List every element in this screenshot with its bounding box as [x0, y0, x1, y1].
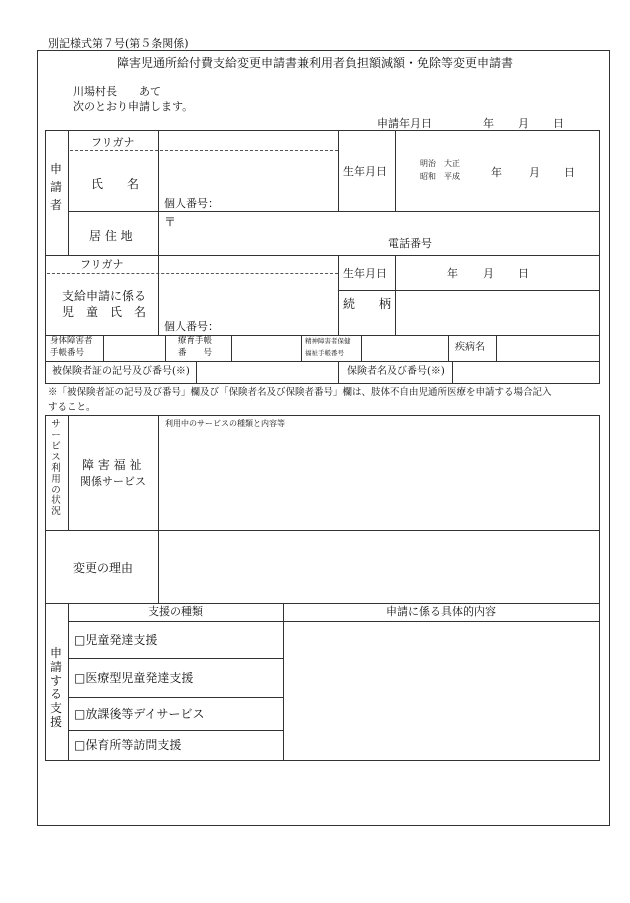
- table-line: [68, 621, 600, 622]
- table-line: [45, 130, 600, 131]
- support-option-after-school-day-service[interactable]: □放課後等デイサービス: [74, 707, 205, 721]
- era-meiji-taisho: 明治 大正: [420, 159, 460, 168]
- applicant-address-label: 居 住 地: [89, 229, 133, 243]
- table-line: [45, 130, 46, 383]
- table-line: [68, 697, 283, 698]
- welfare-service-label-2: 関係サービス: [80, 475, 146, 488]
- furigana-divider: [70, 150, 338, 151]
- label-char: す: [49, 673, 62, 688]
- applicant-name-label: 氏 名: [91, 177, 140, 191]
- application-date-label: 申請年月日: [377, 117, 432, 130]
- table-line: [45, 415, 46, 603]
- era-showa-heisei: 昭和 平成: [420, 172, 460, 181]
- table-line: [231, 335, 232, 361]
- applicant-personal-number-label: 個人番号：: [164, 197, 219, 210]
- table-line: [338, 130, 339, 211]
- table-line: [45, 603, 600, 604]
- note-line-2: すること。: [48, 402, 96, 413]
- table-line: [301, 335, 302, 361]
- table-line: [361, 335, 362, 361]
- label-char: サ: [51, 419, 61, 430]
- table-line: [283, 603, 284, 760]
- table-line: [165, 335, 166, 361]
- addressee: 川場村長 あて: [73, 85, 161, 98]
- phone-label: 電話番号: [388, 237, 432, 250]
- table-line: [68, 130, 69, 255]
- label-char: 利: [51, 462, 61, 474]
- child-birth-day: 日: [518, 267, 529, 280]
- mental-handbook-label-2: 福祉手帳番号: [305, 349, 344, 357]
- label-char: ス: [51, 451, 61, 463]
- support-option-medical-child-development[interactable]: □医療型児童発達支援: [74, 671, 194, 685]
- disease-label: 疾病名: [455, 342, 485, 353]
- support-type-header: 支援の種類: [148, 605, 203, 618]
- applicant-furigana-label: フリガナ: [91, 136, 135, 149]
- label-char: 申: [49, 646, 62, 660]
- furigana-divider: [47, 273, 338, 274]
- support-option-child-development[interactable]: □児童発達支援: [74, 633, 158, 647]
- applicant-section-label: [48, 160, 64, 214]
- child-birth-month: 月: [483, 267, 494, 280]
- form-number: 別記様式第７号(第５条関係): [48, 37, 189, 50]
- postal-mark: 〒: [164, 215, 177, 229]
- table-line: [158, 130, 159, 335]
- applicant-birth-month: 月: [529, 166, 540, 179]
- label-char: ビ: [51, 440, 61, 452]
- table-line: [338, 290, 600, 291]
- table-line: [45, 383, 600, 384]
- application-date-year: 年: [483, 117, 494, 130]
- applicant-birthdate-label: 生年月日: [343, 165, 387, 178]
- insurer-label: 保険者名及び番号(※): [347, 366, 445, 377]
- table-line: [45, 361, 600, 362]
- support-section-label: [48, 647, 64, 730]
- table-line: [338, 255, 339, 335]
- table-line: [395, 255, 396, 335]
- table-line: [45, 760, 600, 761]
- child-personal-number-label: 個人番号：: [164, 320, 219, 333]
- label-char: 者: [49, 198, 62, 212]
- ryoiku-handbook-label-2: 番 号: [178, 348, 213, 358]
- table-line: [103, 335, 104, 361]
- table-line: [496, 335, 497, 361]
- table-line: [448, 335, 449, 361]
- note-line-1: ※「被保険者証の記号及び番号」欄及び「保険者名及び保険者番号」欄は、肢体不自由児通所医療を申請する場合記入: [48, 387, 552, 398]
- change-reason-label: 変更の理由: [73, 561, 134, 575]
- intro-text: 次のとおり申請します。: [73, 100, 194, 113]
- table-line: [68, 211, 600, 212]
- table-line: [599, 130, 600, 383]
- application-date-day: 日: [553, 117, 564, 130]
- table-line: [452, 361, 453, 383]
- child-relation-label: 続 柄: [343, 297, 392, 311]
- label-char: る: [49, 687, 62, 702]
- label-char: 請: [49, 659, 62, 674]
- table-line: [599, 603, 600, 760]
- ryoiku-handbook-label-1: 療育手帳: [178, 336, 213, 346]
- table-line: [158, 415, 159, 603]
- welfare-service-label-1: 障 害 福 祉: [82, 458, 142, 472]
- table-line: [68, 730, 283, 731]
- child-birthdate-label: 生年月日: [343, 267, 387, 280]
- label-char: 援: [49, 714, 62, 729]
- child-furigana-label: フリガナ: [80, 258, 124, 271]
- service-content-caption: 利用中のサービスの種類と内容等: [165, 419, 285, 428]
- support-detail-header: 申請に係る具体的内容: [386, 605, 496, 618]
- service-status-section-label: [48, 420, 64, 518]
- child-birth-year: 年: [447, 267, 458, 280]
- physical-handbook-label-2: 手帳番号: [50, 348, 85, 358]
- table-line: [599, 415, 600, 603]
- table-line: [45, 255, 600, 256]
- mental-handbook-label-1: 精神障害者保健: [305, 337, 351, 345]
- label-char: 用: [51, 473, 61, 485]
- label-char: ー: [51, 429, 61, 441]
- applicant-birth-day: 日: [564, 166, 575, 179]
- application-date-month: 月: [518, 117, 529, 130]
- label-char: 請: [49, 180, 62, 194]
- insured-number-label: 被保険者証の記号及び番号(※): [52, 366, 190, 377]
- table-line: [45, 530, 600, 531]
- label-char: 申: [49, 162, 62, 176]
- table-line: [45, 603, 46, 760]
- applicant-birth-year: 年: [491, 166, 502, 179]
- label-char: 状: [51, 495, 61, 507]
- child-name-label-2: 児 童 氏 名: [62, 305, 147, 319]
- label-char: の: [51, 484, 61, 496]
- label-char: 況: [51, 506, 61, 518]
- table-line: [68, 603, 69, 760]
- table-line: [395, 130, 396, 211]
- child-name-label-1: 支給申請に係る: [62, 289, 147, 303]
- support-option-nursery-visit[interactable]: □保育所等訪問支援: [74, 738, 182, 752]
- table-line: [68, 415, 69, 530]
- label-char: 支: [49, 701, 62, 716]
- table-line: [68, 658, 283, 659]
- table-line: [45, 415, 600, 416]
- physical-handbook-label-1: 身体障害者: [50, 336, 93, 346]
- form-title: 障害児通所給付費支給変更申請書兼利用者負担額減額・免除等変更申請書: [116, 56, 513, 70]
- table-line: [338, 361, 339, 383]
- table-line: [196, 361, 197, 383]
- table-line: [45, 335, 600, 336]
